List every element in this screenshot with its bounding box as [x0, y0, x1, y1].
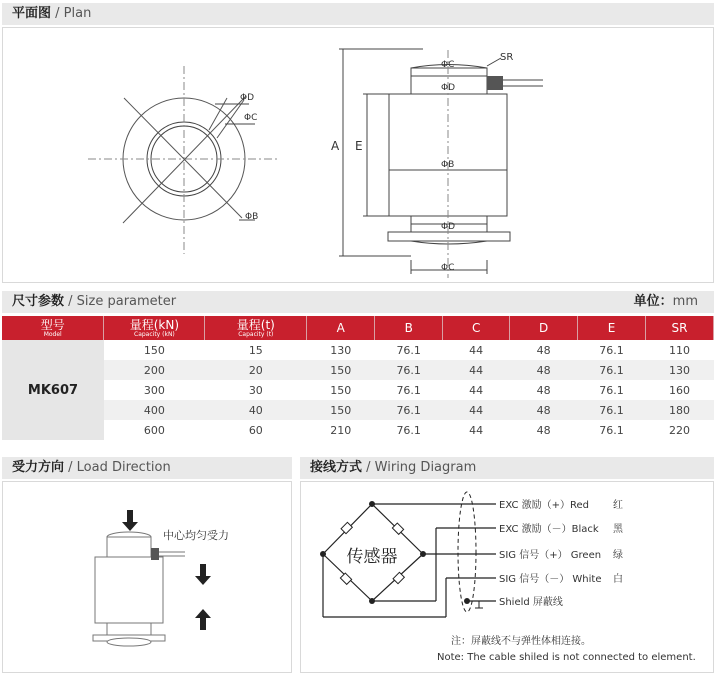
unit-value: mm — [672, 294, 698, 309]
cell: 76.1 — [578, 380, 646, 400]
plan-header: 平面图 / Plan — [2, 3, 714, 25]
cell: 600 — [104, 420, 205, 440]
cell: 200 — [104, 360, 205, 380]
cell: 76.1 — [578, 400, 646, 420]
plan-drawing — [3, 28, 715, 284]
cell: 44 — [443, 420, 510, 440]
col-c: C — [443, 316, 510, 340]
load-panel — [2, 481, 292, 673]
side-phi-d-bottom: ΦD — [441, 222, 456, 232]
col-d: D — [510, 316, 578, 340]
cell: 44 — [443, 360, 510, 380]
cell: 48 — [510, 340, 578, 360]
arrow-up-icon — [195, 609, 211, 630]
cable-gland — [487, 76, 503, 90]
cell: 180 — [646, 400, 714, 420]
dim-a-label: A — [331, 139, 340, 153]
table-row — [2, 400, 714, 420]
cell: 130 — [307, 340, 375, 360]
sr-label: SR — [500, 52, 514, 63]
model-cell: MK607 — [2, 340, 104, 440]
cell: 150 — [307, 400, 375, 420]
wire-exc-plus-color: 红 — [613, 500, 623, 511]
load-drawing — [3, 482, 293, 674]
cell: 130 — [646, 360, 714, 380]
table-row — [2, 360, 714, 380]
cell: 40 — [205, 400, 307, 420]
side-phi-c-bottom: ΦC — [441, 263, 455, 273]
wiring-title-en: Wiring Diagram — [374, 460, 477, 475]
cell: 15 — [205, 340, 307, 360]
cell: 150 — [307, 380, 375, 400]
load-cell-illustration — [93, 532, 185, 646]
wiring-title-cn: 接线方式 — [310, 460, 363, 475]
side-phi-d-top: ΦD — [441, 83, 456, 93]
cell: 76.1 — [578, 420, 646, 440]
plan-title-en: Plan — [63, 6, 92, 21]
arrow-down-icon — [122, 510, 138, 531]
top-phi-d-label: ΦD — [240, 93, 255, 103]
cell: 220 — [646, 420, 714, 440]
wire-sig-plus: SIG 信号（+） Green — [499, 550, 602, 561]
wiring-header: 接线方式 / Wiring Diagram — [300, 457, 714, 479]
col-model: 型号 Model — [2, 316, 104, 340]
cell: 76.1 — [375, 380, 443, 400]
wiring-note-cn: 注：屏蔽线不与弹性体相连接。 — [451, 636, 591, 647]
wiring-drawing — [301, 482, 715, 674]
plan-panel — [2, 27, 714, 283]
size-header: 尺寸参数 / Size parameter 单位：mm — [2, 291, 714, 313]
cell: 150 — [104, 340, 205, 360]
wire-exc-minus: EXC 激励（－）Black — [499, 524, 599, 535]
cell: 48 — [510, 400, 578, 420]
cable-gland — [151, 548, 159, 560]
cell: 44 — [443, 400, 510, 420]
unit-label: 单位 — [633, 294, 660, 309]
plan-title-cn: 平面图 — [12, 6, 52, 21]
table-header-row — [2, 316, 714, 340]
cell: 44 — [443, 380, 510, 400]
table-row — [2, 340, 714, 360]
load-note: 中心均匀受力 — [163, 529, 229, 542]
unit-indicator: 单位：mm — [633, 294, 698, 309]
cell: 400 — [104, 400, 205, 420]
cell: 76.1 — [375, 340, 443, 360]
col-b: B — [375, 316, 443, 340]
side-phi-b: ΦB — [441, 160, 455, 170]
cell: 76.1 — [578, 340, 646, 360]
wire-sig-minus: SIG 信号（－） White — [499, 574, 602, 585]
cell: 44 — [443, 340, 510, 360]
table-row — [2, 420, 714, 440]
table-row — [2, 380, 714, 400]
size-title-en: Size parameter — [76, 294, 177, 309]
shield-ellipse — [458, 492, 476, 612]
load-title-en: Load Direction — [76, 460, 171, 475]
cell: 60 — [205, 420, 307, 440]
wire-sig-plus-color: 绿 — [613, 550, 623, 561]
dim-e-label: E — [355, 139, 363, 153]
load-title-cn: 受力方向 — [12, 460, 65, 475]
cell: 30 — [205, 380, 307, 400]
cell: 210 — [307, 420, 375, 440]
wire-exc-plus: EXC 激励（+）Red — [499, 500, 589, 511]
col-sr: SR — [646, 316, 714, 340]
cell: 20 — [205, 360, 307, 380]
top-phi-c-label: ΦC — [244, 113, 258, 123]
top-phi-b-label: ΦB — [245, 212, 259, 222]
arrow-down-icon — [195, 564, 211, 585]
wiring-note-en: Note: The cable shiled is not connected to element. — [437, 652, 696, 663]
cell: 48 — [510, 380, 578, 400]
wiring-panel — [300, 481, 714, 673]
cell: 76.1 — [578, 360, 646, 380]
col-capacity-kn: 量程(kN) Capacity (kN) — [104, 316, 205, 340]
cell: 160 — [646, 380, 714, 400]
wire-sig-minus-color: 白 — [613, 574, 623, 585]
size-table — [2, 316, 714, 440]
load-header: 受力方向 / Load Direction — [2, 457, 292, 479]
cell: 76.1 — [375, 360, 443, 380]
cell: 76.1 — [375, 400, 443, 420]
size-title-cn: 尺寸参数 — [12, 294, 65, 309]
wire-shield: Shield 屏蔽线 — [499, 597, 563, 608]
cell: 150 — [307, 360, 375, 380]
cell: 110 — [646, 340, 714, 360]
cell: 48 — [510, 420, 578, 440]
side-phi-c-top: ΦC — [441, 60, 455, 70]
cell: 76.1 — [375, 420, 443, 440]
wire-exc-minus-color: 黑 — [613, 524, 623, 535]
col-capacity-t: 量程(t) Capacity (t) — [205, 316, 307, 340]
bridge-label: 传感器 — [346, 547, 398, 567]
col-e: E — [578, 316, 646, 340]
col-a: A — [307, 316, 375, 340]
cell: 48 — [510, 360, 578, 380]
cell: 300 — [104, 380, 205, 400]
